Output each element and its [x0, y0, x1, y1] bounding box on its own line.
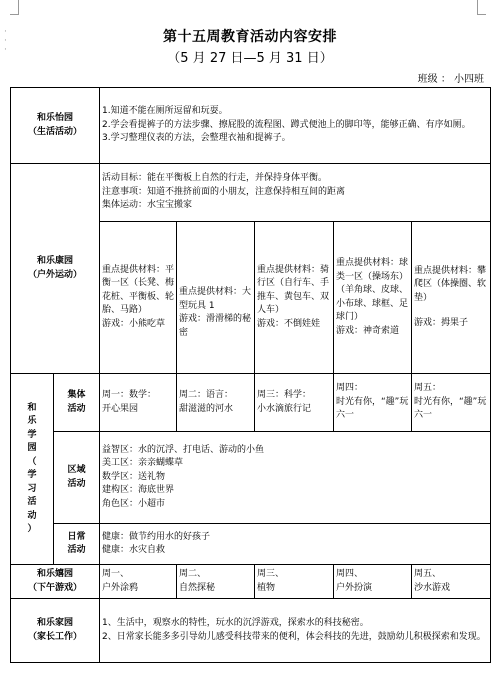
jia-content — [100, 599, 491, 663]
kang-summary — [100, 164, 491, 222]
crop-mark-top-right — [477, 0, 486, 15]
list-item: 2、日常家长能多多引导幼儿感受科技带来的便利，体会科技的先进，鼓励幼儿积极探索和发现。 — [102, 631, 486, 642]
row-xi — [11, 565, 491, 599]
list-item: 建构区：海底世界 — [102, 485, 175, 496]
sublabel-daily: 日常 活动 — [54, 524, 100, 565]
list-item: 美工区：亲亲蝴蝶草 — [102, 458, 184, 469]
margin-dots-icon: · · · — [4, 27, 7, 55]
day-cell: 周一、 户外涂鸦 — [100, 565, 177, 599]
resource-cell: 重点提供材料：骑行区（自行车、手推车、黄包车、双人车） 游戏：不倒娃娃 — [255, 222, 334, 374]
resource-cell: 重点提供材料：平衡一区（长凳、梅花桩、平衡板、轮胎、马路） 游戏：小熊吃草 — [100, 222, 177, 374]
day-cell: 周二、 自然探秘 — [177, 565, 255, 599]
list-item: 活动目标：能在平衡板上自然的行走，并保持身体平衡。 — [102, 173, 328, 184]
day-cell: 周五、 沙水游戏 — [412, 565, 491, 599]
resource-cell: 重点提供材料：攀爬区（体操圈、软垫） 游戏：拇果子 — [412, 222, 491, 374]
resource-cell: 重点提供材料：球类一区（操场东）（羊角球、皮球、小布球、球框、足球门） 游戏：神奇索道 — [334, 222, 412, 374]
day-cell: 周二：语言： 甜滋滋的河水 — [177, 374, 255, 432]
row-xue-daily — [11, 524, 491, 565]
list-item: 集体运动：水宝宝搬家 — [102, 200, 193, 211]
day-cell: 周三：科学： 小水滴旅行记 — [255, 374, 334, 432]
row-yiyi — [11, 88, 491, 164]
row-jia — [11, 599, 491, 663]
resource-cell: 重点提供材料：大型玩具 1 游戏：滑滑梯的秘密 — [177, 222, 255, 374]
list-item: 2.学会看提裤子的方法步骤、擦屁股的流程图、蹲式便池上的脚印等，能够正确、有序如厕。 — [102, 119, 471, 130]
row-label-yiyi: 和乐怡园 （生活活动） — [11, 88, 100, 164]
list-item: 1.知道不能在厕所逗留和玩耍。 — [102, 106, 228, 117]
list-item: 健康：做节约用水的好孩子 — [102, 531, 211, 542]
list-item: 1、生活中，观察水的特性，玩水的沉浮游戏，探索水的科技秘密。 — [102, 618, 369, 628]
daily-content — [100, 524, 491, 565]
list-item: 健康：水灾自救 — [102, 545, 166, 555]
sublabel-area: 区域 活动 — [54, 432, 100, 524]
list-item: 数学区：送礼物 — [102, 471, 166, 482]
sublabel-collective: 集体 活动 — [54, 374, 100, 432]
schedule-table — [10, 87, 491, 663]
row-xue-area — [11, 432, 491, 524]
area-content — [100, 432, 491, 524]
class-label: 班级 ： 小四班 — [417, 74, 484, 85]
row-kang-summary — [11, 164, 491, 222]
day-cell: 周五： 时光有你，“趣”玩六一 — [412, 374, 491, 432]
day-cell: 周三、 植物 — [255, 565, 334, 599]
row-label-kang: 和乐康园 （户外运动） — [11, 164, 100, 374]
page-title: 第十五周教育活动内容安排 — [163, 29, 337, 45]
day-cell: 周四： 时光有你，“趣”玩六一 — [334, 374, 412, 432]
row-xue-collective — [11, 374, 491, 432]
list-item: 3.学习整理仪表的方法，会整理衣袖和提裤子。 — [102, 133, 291, 144]
row-label-xi: 和乐嬉园 （下午游戏） — [11, 565, 100, 599]
yiyi-content — [100, 88, 491, 164]
list-item: 角色区：小超市 — [102, 498, 166, 509]
row-label-xue: 和 乐 学 园 （ 学 习 活 动 ） — [11, 374, 54, 565]
day-cell: 周四、 户外扮演 — [334, 565, 412, 599]
list-item: 益智区：水的沉浮、打电话、游动的小鱼 — [102, 444, 265, 455]
list-item: 注意事项：知道不推挤前面的小朋友，注意保持相互间的距离 — [102, 186, 346, 197]
day-cell: 周一：数学： 开心果园 — [100, 374, 177, 432]
row-label-jia: 和乐家园 （家长工作） — [11, 599, 100, 663]
page-subtitle: （5 月 27 日—5 月 31 日） — [167, 51, 333, 66]
crop-mark-top-left — [10, 0, 19, 15]
